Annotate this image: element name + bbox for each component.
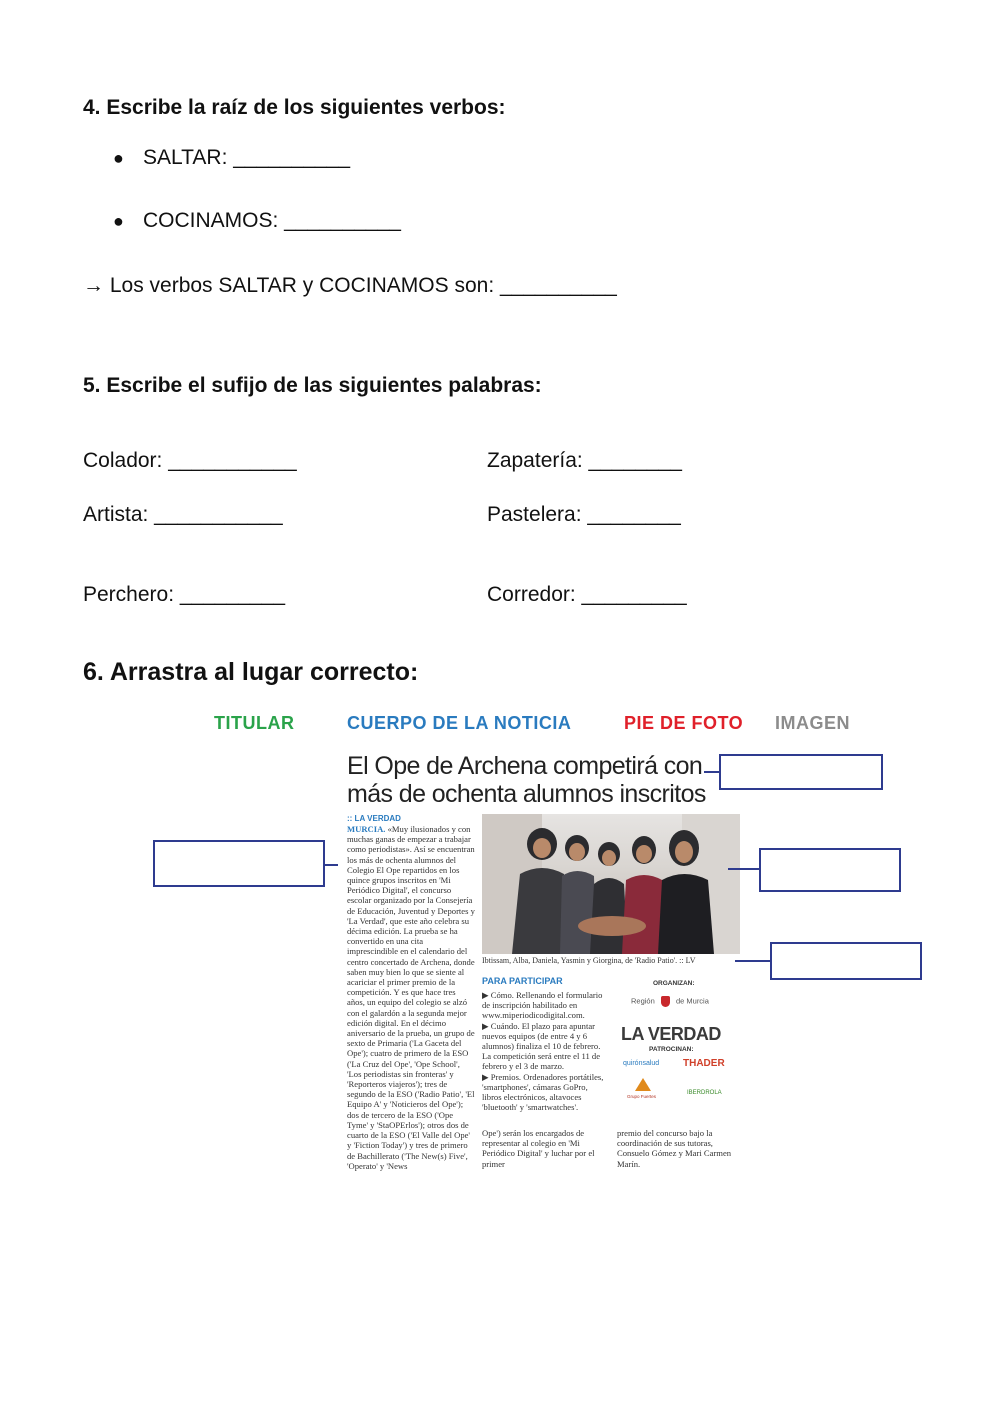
article-photo <box>482 814 740 954</box>
sponsor-grupo-fuertes: Grupo Fuertes <box>627 1094 657 1099</box>
drag-label-cuerpo[interactable]: CUERPO DE LA NOTICIA <box>347 713 572 733</box>
q5-artista: Artista: ___________ <box>83 503 283 526</box>
q5-title: 5. Escribe el sufijo de las siguientes palabras: <box>83 374 542 397</box>
leader-line-body <box>324 864 338 866</box>
bullet-icon: ● <box>113 148 124 168</box>
article-headline-line-1: El Ope de Archena competirá con <box>347 752 703 780</box>
article-headline-line-2: más de ochenta alumnos inscritos <box>347 780 706 808</box>
q5-colador: Colador: ___________ <box>83 449 297 472</box>
drag-label-titular[interactable]: TITULAR <box>214 713 295 733</box>
q5-zapateria: Zapatería: ________ <box>487 449 682 472</box>
article-body-column-2: Ope') serán los encargados de representar al colegio en 'Mi Periódico Digital' y luchar por el primer <box>482 1128 595 1169</box>
drop-zone-headline[interactable] <box>719 754 883 790</box>
leader-line-image <box>728 868 760 870</box>
patrocinan-label: PATROCINAN: <box>649 1046 694 1053</box>
sponsor-iberdrola: IBERDROLA <box>687 1090 722 1096</box>
article-body-column-1 <box>347 824 475 1171</box>
section-para-participar: PARA PARTICIPAR <box>482 976 563 986</box>
region-murcia-logo <box>631 996 709 1007</box>
como-text: ▶ Cómo. Rellenando el formulario de inscripción habilitado en www.miperiodicodigital.com. <box>482 990 603 1021</box>
sponsor-thader: THADER <box>683 1058 725 1069</box>
q4-conclusion: → Los verbos SALTAR y COCINAMOS son: __________ <box>83 274 617 297</box>
drag-label-imagen[interactable]: IMAGEN <box>775 713 850 733</box>
q4-title: 4. Escribe la raíz de los siguientes verbos: <box>83 96 506 119</box>
article-city: MURCIA. <box>347 824 386 834</box>
crest-icon <box>661 996 670 1007</box>
leader-line-caption <box>735 960 771 962</box>
q6-title: 6. Arrastra al lugar correcto: <box>83 658 419 686</box>
photo-caption: Ibtissam, Alba, Daniela, Yasmin y Giorgina, de 'Radio Patio'. :: LV <box>482 956 696 965</box>
bullet-icon: ● <box>113 211 124 231</box>
leader-line-headline <box>704 771 720 773</box>
cuando-text: ▶ Cuándo. El plazo para apuntar nuevos equipos (de entre 4 y 6 alumnos) finaliza el 10 de febrero. La competición será entre el 11 de febrero y el 3 de marzo. <box>482 1020 601 1072</box>
region-text: Región <box>631 996 655 1006</box>
q4-item-cocinamos: COCINAMOS: __________ <box>143 209 401 232</box>
newspaper-clipping <box>345 750 745 1171</box>
q4-item-saltar: SALTAR: __________ <box>143 146 351 169</box>
participation-info <box>482 990 608 1113</box>
drop-zone-body[interactable] <box>153 840 325 887</box>
article-source: :: LA VERDAD <box>347 814 401 823</box>
organizan-label: ORGANIZAN: <box>653 980 695 987</box>
premios-text: ▶ Premios. Ordenadores portátiles, 'smartphones', cámaras GoPro, libros electrónicos, altavoces 'bluetooth' y 'smartwatches'. <box>482 1071 604 1113</box>
q5-pastelera: Pastelera: ________ <box>487 503 681 526</box>
q5-perchero: Perchero: _________ <box>83 583 285 606</box>
q5-corredor: Corredor: _________ <box>487 583 687 606</box>
drag-label-pie-de-foto[interactable]: PIE DE FOTO <box>624 713 744 733</box>
drop-zone-image[interactable] <box>759 848 901 892</box>
sponsor-quironsalud: quirónsalud <box>623 1060 660 1067</box>
murcia-text: de Murcia <box>675 996 709 1006</box>
drop-zone-caption[interactable] <box>770 942 922 980</box>
article-body-column-3: premio del concurso bajo la coordinación de sus tutoras, Consuelo Gómez y Mari Carmen Marín. <box>617 1128 732 1169</box>
sponsor-box <box>617 974 737 1114</box>
la-verdad-logo: LA VERDAD <box>621 1024 721 1044</box>
fuertes-logo-icon <box>635 1078 651 1091</box>
article-body-text: «Muy ilusionados y con muchas ganas de empezar a trabajar como periodistas». Así se encuentran los más de ochenta alumnos del Colegio El Ope repartidos en los quince grupos inscritos en 'Mi Periódico Digital', el concurso escolar organizado por la Consejería de Educación, Juventud y Deportes y 'La Verdad', que este año celebra su décima edición. La prueba se ha convertido en una cita imprescindible en el calendario del centro concertado de Archena, donde saben muy bien lo que se siente al acariciar el primer premio de la competición. Y es que hace tres años, un equipo del colegio se alzó con el galardón a la segunda mejor edición digital. En el décimo aniversario de la prueba, un grupo de sexto de Primaria ('La Gaceta del Ope'); cuatro de primero de la ESO ('La Cruz del Ope', 'Ope School', 'Los periodistas sin fronteras' y 'Reporteros viajeros'); tres de segundo de la ESO ('Radio Patio', 'El Equipo A' y 'Noticieros del Ope'); dos de tercero de la ESO ('Ope Tyme' y 'StaOPErlos'); otros dos de cuarto de la ESO ('El Valle del Ope' y 'Fiction Today') y tres de primero de Bachillerato ('The New(s) Five', 'Operato' y 'News <box>347 824 475 1171</box>
group-photo-illustration <box>482 814 740 954</box>
